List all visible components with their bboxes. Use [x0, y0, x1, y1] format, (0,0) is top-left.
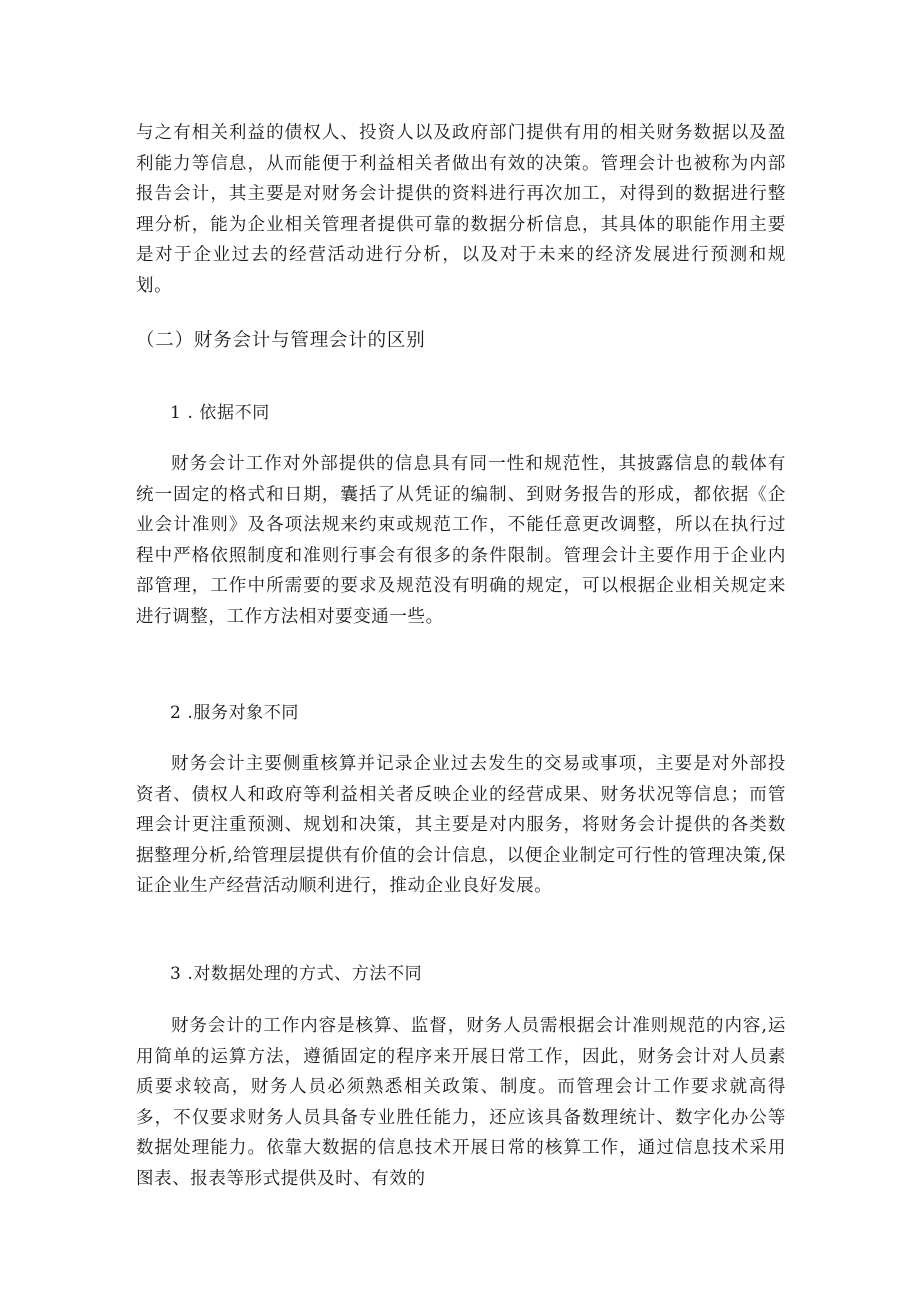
subsection-2-heading: 2 .服务对象不同 [170, 703, 300, 723]
subsection-1-heading: 1 . 依据不同 [170, 403, 270, 423]
section-heading: （二）财务会计与管理会计的区别 [136, 330, 426, 351]
subsection-3-paragraph: 财务会计的工作内容是核算、监督，财务人员需根据会计准则规范的内容,运用简单的运算方法，遵循固定的程序来开展日常工作，因此，财务会计对人员素质要求较高，财务人员必须熟悉相关政策、制度。而管理会计工作要求就高得多，不仅要求财务人员具备专业胜任能力，还应该具备数理统计、数字化办公等数据处理能力。依靠大数据的信息技术开展日常的核算工作，通过信息技术采用图表、报表等形式提供及时、有效的 [136, 1016, 786, 1189]
subsection-2-paragraph: 财务会计主要侧重核算并记录企业过去发生的交易或事项，主要是对外部投资者、债权人和政府等利益相关者反映企业的经营成果、财务状况等信息；而管理会计更注重预测、规划和决策，其主要是对内服务，将财务会计提供的各类数据整理分析,给管理层提供有价值的会计信息，以便企业制定可行性的管理决策,保证企业生产经营活动顺利进行，推动企业良好发展。 [136, 754, 786, 896]
subsection-3-heading: 3 .对数据处理的方式、方法不同 [170, 964, 423, 984]
intro-paragraph: 与之有相关利益的债权人、投资人以及政府部门提供有用的相关财务数据以及盈利能力等信息，从而能便于利益相关者做出有效的决策。管理会计也被称为内部报告会计，其主要是对财务会计提供的资料进行再次加工，对得到的数据进行整理分析，能为企业相关管理者提供可靠的数据分析信息，其具体的职能作用主要是对于企业过去的经营活动进行分析，以及对于未来的经济发展进行预测和规划。 [136, 123, 786, 296]
subsection-1-paragraph: 财务会计工作对外部提供的信息具有同一性和规范性，其披露信息的载体有统一固定的格式和日期，囊括了从凭证的编制、到财务报告的形成，都依据《企业会计准则》及各项法规来约束或规范工作，不能任意更改调整，所以在执行过程中严格依照制度和准则行事会有很多的条件限制。管理会计主要作用于企业内部管理，工作中所需要的要求及规范没有明确的规定，可以根据企业相关规定来进行调整，工作方法相对要变通一些。 [136, 454, 786, 627]
